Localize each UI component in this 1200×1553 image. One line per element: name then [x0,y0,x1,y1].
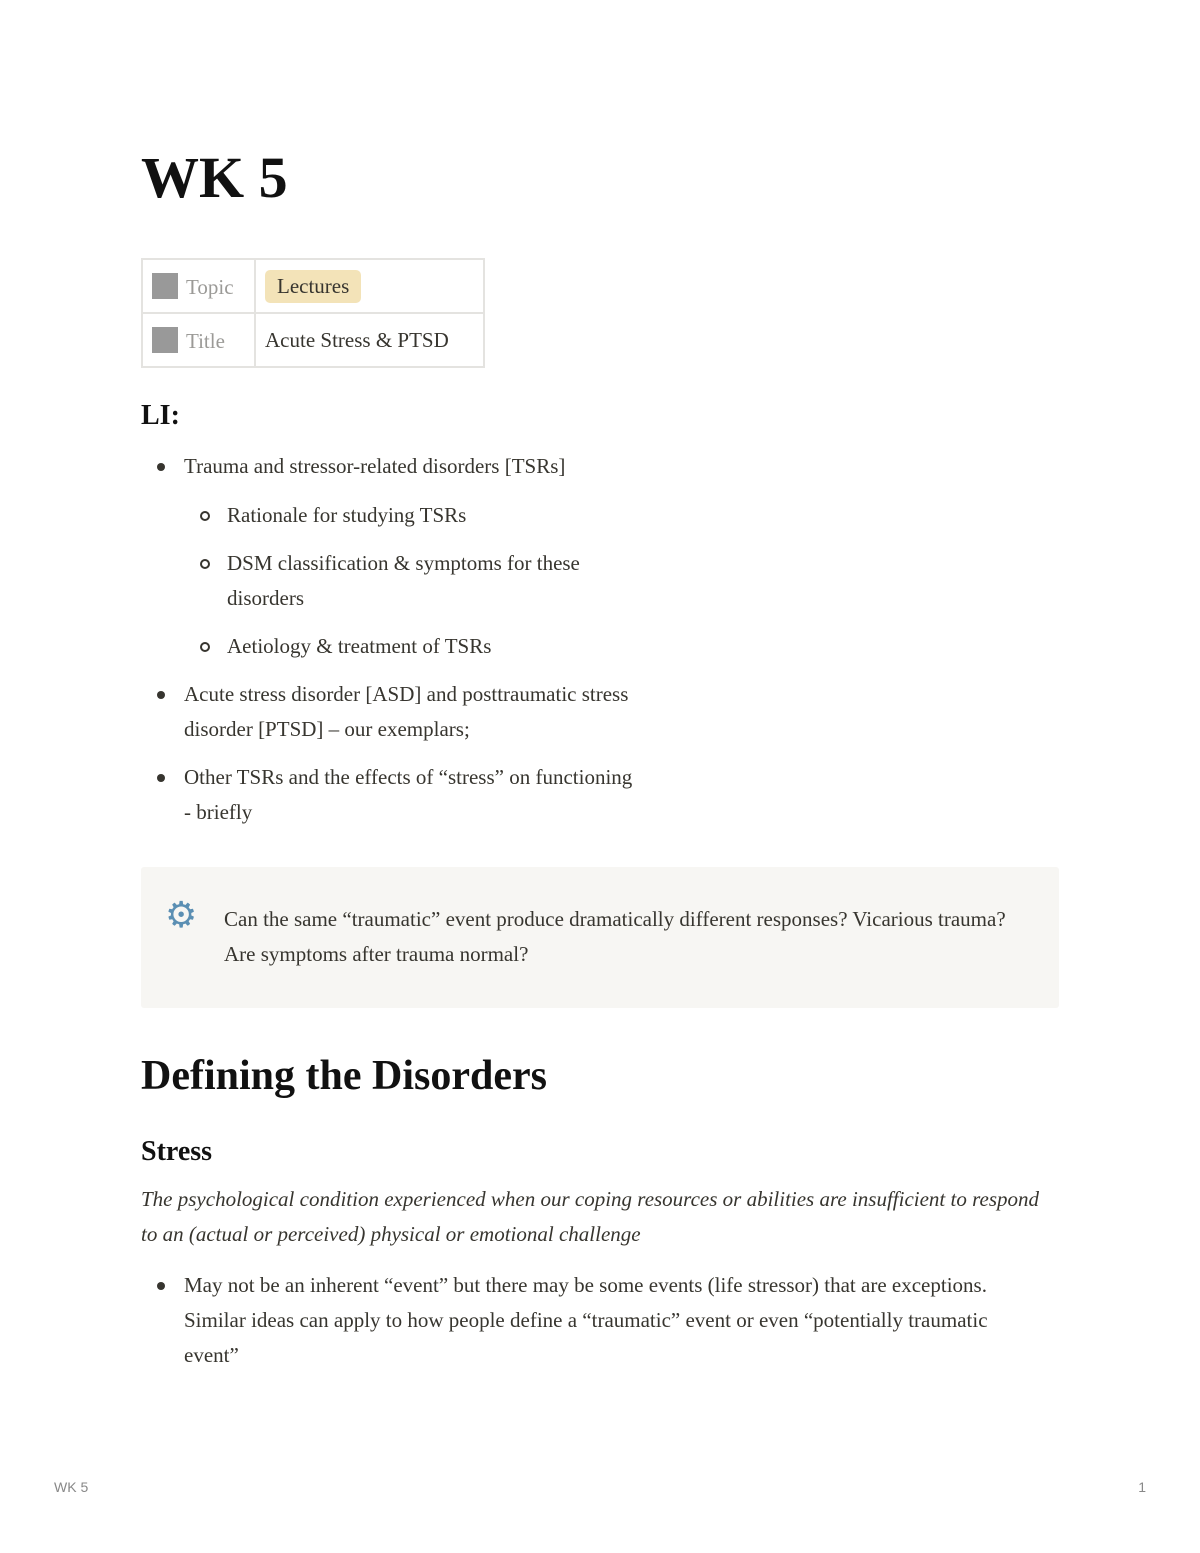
property-value-cell[interactable] [255,259,484,313]
footer-title: WK 5 [54,1479,89,1495]
list-item: Other TSRs and the effects of “stress” on functioning - briefly [141,760,641,830]
li-heading: LI: [141,400,180,431]
property-key-title: Title [186,328,225,353]
property-row-title [142,313,484,367]
list-item: May not be an inherent “event” but there may be some events (life stressor) that are exceptions. Similar ideas can apply to how people define a “traumatic” event or even “potentially traumatic event” [141,1268,1021,1373]
property-value-title: Acute Stress & PTSD [265,327,449,352]
stress-list [141,1268,1021,1373]
property-icon [152,327,178,353]
page-title: WK 5 [141,145,288,210]
list-item-text: Trauma and stressor-related disorders [TSRs] [184,454,566,478]
gear-icon: ⚙ [165,895,198,935]
property-value-cell[interactable] [255,313,484,367]
property-row-topic [142,259,484,313]
property-key-topic: Topic [186,274,234,299]
section-heading: Defining the Disorders [141,1053,547,1099]
properties-table [141,258,485,368]
topic-tag[interactable]: Lectures [265,270,361,303]
property-key-cell [142,313,255,367]
li-list [141,449,641,843]
sub-list [184,498,641,664]
callout-text: Can the same “traumatic” event produce dramatically different responses? Vicarious trauma? Are symptoms after trauma normal? [224,907,1006,966]
callout [141,867,1059,1008]
page-number: 1 [1138,1479,1146,1495]
sub-list-item: DSM classification & symptoms for these disorders [184,546,641,616]
sub-list-item: Aetiology & treatment of TSRs [184,629,641,664]
sub-list-item: Rationale for studying TSRs [184,498,641,533]
subsection-heading: Stress [141,1136,213,1167]
property-icon [152,273,178,299]
list-item: Acute stress disorder [ASD] and posttraumatic stress disorder [PTSD] – our exemplars; [141,677,641,747]
list-item [141,449,641,664]
definition-text: The psychological condition experienced when our coping resources or abilities are insufficient to respond to an (actual or perceived) physical or emotional challenge [141,1187,1039,1246]
property-key-cell [142,259,255,313]
